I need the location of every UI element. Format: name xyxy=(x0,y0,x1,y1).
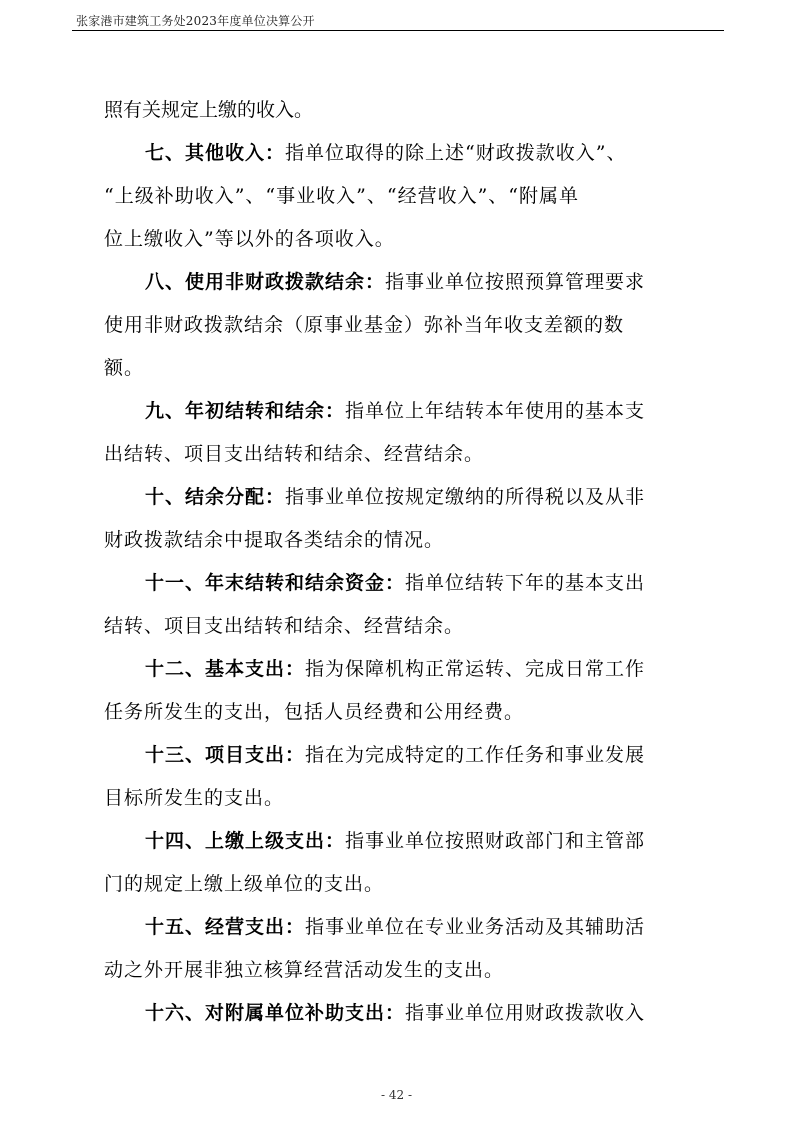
body-line: 财政拨款结余中提取各类结余的情况。 xyxy=(104,529,445,551)
paragraph-first-line: 十一、年末结转和结余资金：指单位结转下年的基本支出 xyxy=(145,572,646,594)
body-line: 位上缴收入”等以外的各项收入。 xyxy=(104,228,395,250)
page-number: - 42 - xyxy=(380,1088,412,1102)
running-header: 张家港市建筑工务处2023年度单位决算公开 xyxy=(76,14,315,28)
term-heading: 十、结余分配： xyxy=(145,486,286,508)
paragraph-first-line: 十、结余分配：指事业单位按规定缴纳的所得税以及从非 xyxy=(145,486,646,508)
paragraph-first-line: 十四、上缴上级支出：指事业单位按照财政部门和主管部 xyxy=(145,830,646,852)
paragraph-first-line: 九、年初结转和结余：指单位上年结转本年使用的基本支 xyxy=(145,400,646,422)
term-heading: 十一、年末结转和结余资金： xyxy=(145,572,406,594)
body-line: “上级补助收入”、“事业收入”、“经营收入”、“附属单 xyxy=(104,185,579,207)
paragraph-first-line: 七、其他收入：指单位取得的除上述“财政拨款收入”、 xyxy=(145,142,627,164)
body-line: 任务所发生的支出，包括人员经费和公用经费。 xyxy=(104,701,525,723)
term-heading: 九、年初结转和结余： xyxy=(145,400,346,422)
term-heading: 十二、基本支出： xyxy=(145,658,306,680)
body-line: 使用非财政拨款结余（原事业基金）弥补当年收支差额的数 xyxy=(104,314,625,336)
body-line: 目标所发生的支出。 xyxy=(104,787,285,809)
term-heading: 十五、经营支出： xyxy=(145,916,306,938)
paragraph-first-line: 十三、项目支出：指在为完成特定的工作任务和事业发展 xyxy=(145,744,646,766)
term-heading: 十四、上缴上级支出： xyxy=(145,830,346,852)
body-line: 结转、项目支出结转和结余、经营结余。 xyxy=(104,615,465,637)
term-heading: 十六、对附属单位补助支出： xyxy=(145,1002,406,1024)
paragraph-first-line: 八、使用非财政拨款结余：指事业单位按照预算管理要求 xyxy=(145,271,646,293)
body-line: 门的规定上缴上级单位的支出。 xyxy=(104,873,385,895)
body-line: 额。 xyxy=(104,357,145,379)
term-heading: 八、使用非财政拨款结余： xyxy=(145,271,386,293)
body-line: 出结转、项目支出结转和结余、经营结余。 xyxy=(104,443,485,465)
paragraph-first-line: 十二、基本支出：指为保障机构正常运转、完成日常工作 xyxy=(145,658,646,680)
term-heading: 十三、项目支出： xyxy=(145,744,306,766)
term-heading: 七、其他收入： xyxy=(145,142,286,164)
body-line: 照有关规定上缴的收入。 xyxy=(104,99,314,121)
body-line: 动之外开展非独立核算经营活动发生的支出。 xyxy=(104,959,505,981)
paragraph-first-line: 十六、对附属单位补助支出：指事业单位用财政拨款收入 xyxy=(145,1002,646,1024)
paragraph-first-line: 十五、经营支出：指事业单位在专业业务活动及其辅助活 xyxy=(145,916,646,938)
